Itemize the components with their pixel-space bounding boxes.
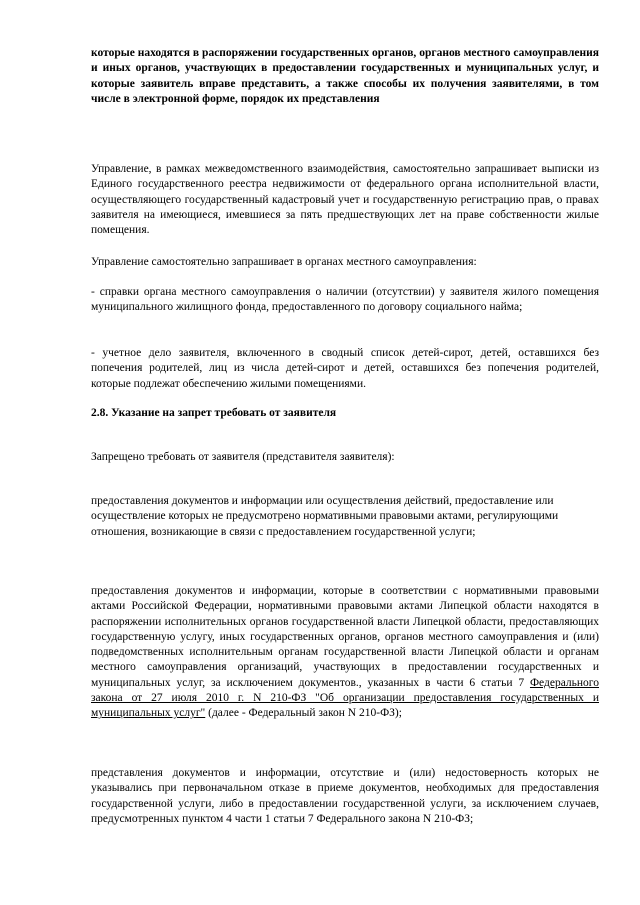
intro-bold-paragraph: которые находятся в распоряжении государственных органов, органов местного самоуправления и иных органов, участвующих в предоставлении государственных и муниципальных услуг, и которые заявитель вправе представить, а также способы их получения заявителями, в том числе в электронной форме, порядок их представления (91, 47, 599, 105)
paragraph-upravlenie-requests: Управление, в рамках межведомственного взаимодействия, самостоятельно запрашивает выписки из Единого государственного реестра недвижимости от федерального органа исполнительной власти, осуществляющего государственный кадастровый учет и государственную регистрацию прав, о правах заявителя на имеющиеся, имевшиеся за пять предшествующих лет на праве собственности жилые помещения. (91, 163, 599, 237)
paragraph-zapreshcheno: Запрещено требовать от заявителя (представителя заявителя): (91, 451, 395, 463)
federal-law-link[interactable]: Федерального закона от 27 июля 2010 г. N 210-ФЗ "Об организации предоставления государственных и муниципальных услуг" (91, 676, 599, 720)
prohibition-item-1: предоставления документов и информации или осуществления действий, предоставление или осуществление которых не предусмотрено нормативными правовыми актами, регулирующими отношения, возникающие в связи с предоставлением государственной услуги; (91, 495, 559, 538)
list-item-spravki: - справки органа местного самоуправления о наличии (отсутствии) у заявителя жилого помещения муниципального жилищного фонда, предоставленного по договору социального найма; (91, 286, 599, 314)
prohibition-item-2-text: предоставления документов и информации, которые в соответствии с нормативными правовыми актами Российской Федерации, нормативными правовыми актами Липецкой области находятся в распоряжении исполнительных органов государственной власти Липецкой области, предоставляющих государственную услугу, иных государственных органов, органов местного самоуправления и (или) подведомственных исполнительным органам государственной власти Липецкой области и органам местного самоуправления организаций, участвующих в предоставлении государственных и муниципальных услуг, за исключением документов., указанных в части 6 статьи 7 (91, 585, 599, 689)
paragraph-upravlenie-local: Управление самостоятельно запрашивает в органах местного самоуправления: (91, 256, 477, 268)
prohibition-item-2 (91, 584, 599, 722)
list-item-uchetnoe-delo: - учетное дело заявителя, включенного в сводный список детей-сирот, детей, оставшихся без попечения родителей, лиц из числа детей-сирот и детей, оставшихся без попечения родителей, которые подлежат обеспечению жилыми помещениями. (91, 347, 599, 390)
prohibition-item-3: представления документов и информации, отсутствие и (или) недостоверность которых не указывались при первоначальном отказе в приеме документов, необходимых для предоставления государственной услуги, либо в предоставлении государственной услуги, за исключением случаев, предусмотренных пунктом 4 части 1 статьи 7 Федерального закона N 210-ФЗ; (91, 767, 599, 825)
prohibition-item-2-tail: (далее - Федеральный закон N 210-ФЗ); (205, 707, 402, 720)
section-heading: 2.8. Указание на запрет требовать от заявителя (91, 407, 337, 419)
